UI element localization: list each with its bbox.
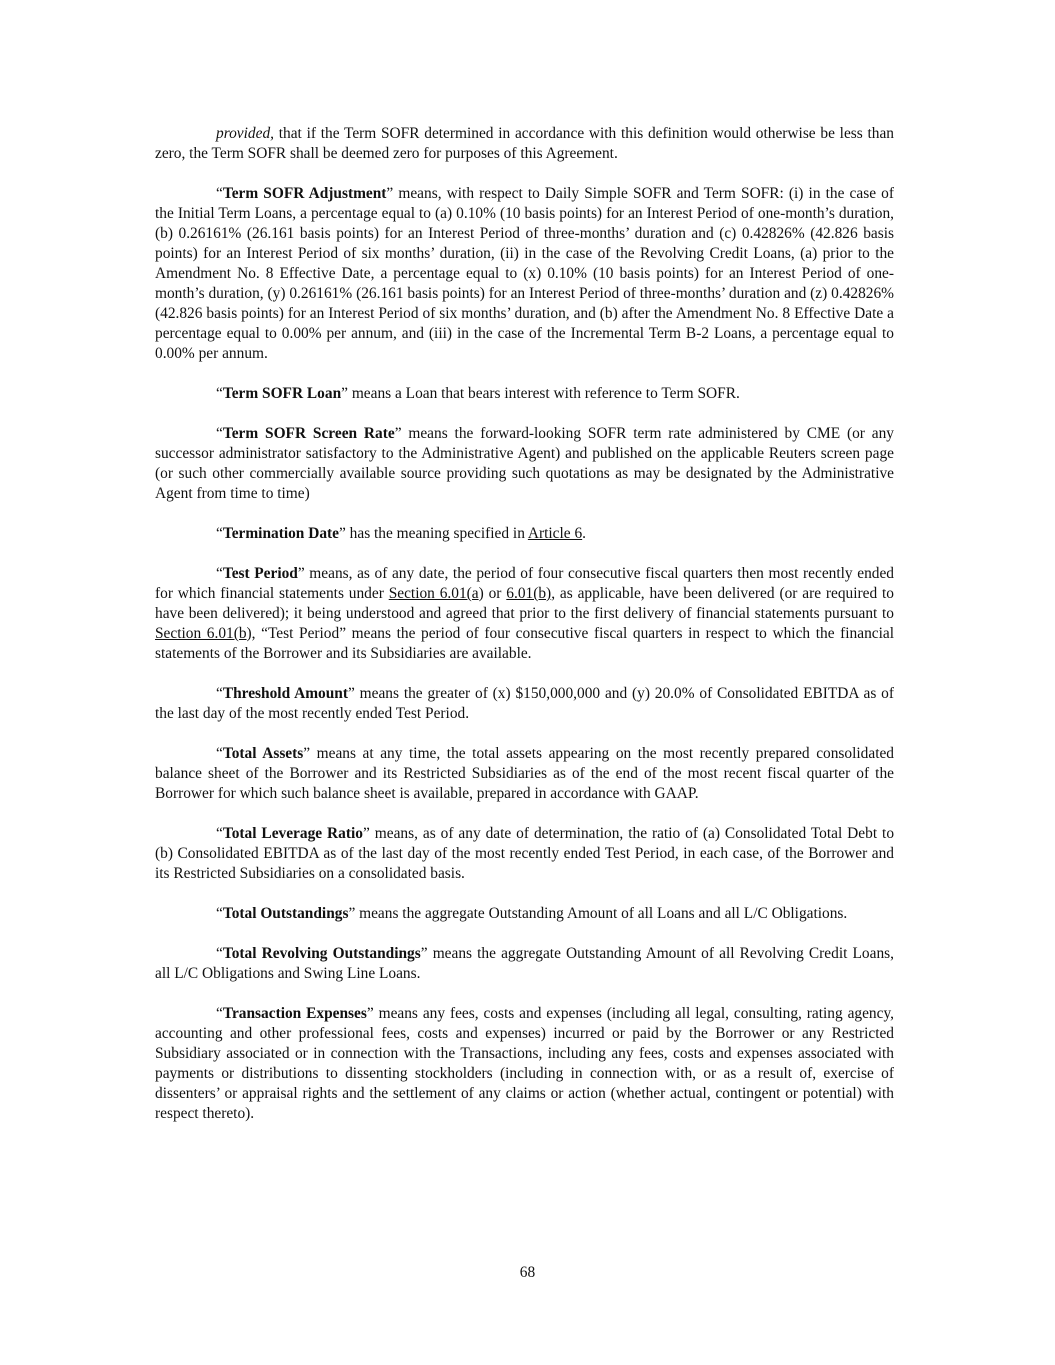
text-run: ” means a Loan that bears interest with reference to Term SOFR. (341, 385, 740, 402)
page-number: 68 (519, 1264, 536, 1281)
text-run: that if the Term SOFR determined in accordance with this definition would otherwise be less than zero, the Term SOFR shall be deemed zero for purposes of this Agreement. (155, 125, 894, 162)
text-run: “ (216, 685, 223, 702)
text-run: “ (216, 185, 223, 202)
text-run: ” means the aggregate Outstanding Amount of all Revolving Credit Loans, all L/C Obligations and Swing Line Loans. (155, 945, 894, 982)
cross-reference-link: Article 6 (527, 525, 583, 542)
definition-test-period (155, 564, 894, 664)
cross-reference-link: Section 6.01(b (155, 625, 247, 642)
definition-total-revolving-outstandings (155, 944, 894, 984)
definition-total-leverage-ratio (155, 824, 894, 884)
definition-transaction-expenses (155, 1004, 894, 1124)
text-run: “ (216, 525, 223, 542)
defined-term: Total Outstandings (222, 905, 349, 922)
text-run: ” means at any time, the total assets appearing on the most recently prepared consolidated balance sheet of the Borrower and its Restricted Subsidiaries as of the end of the most recent fiscal quarter of the Borrower for which such balance sheet is available, prepared in accordance with GAAP. (155, 745, 894, 802)
defined-term: Term SOFR Screen Rate (222, 425, 395, 442)
text-run: “ (216, 905, 223, 922)
definition-total-outstandings (155, 904, 894, 924)
text-run: “ (216, 945, 223, 962)
text-run: ” has the meaning specified in (338, 525, 528, 542)
text-run: ” means the forward-looking SOFR term rate administered by CME (or any successor administrator satisfactory to the Administrative Agent) and published on the applicable Reuters screen page (or such other commercially available source providing such quotations as may be designated by the Administrative Agent from time to time) (155, 425, 895, 502)
defined-term: Total Leverage Ratio (222, 825, 363, 842)
text-run: . (582, 525, 587, 542)
cross-reference-link: Section 6.01(a (388, 585, 479, 602)
text-run: ), “Test Period” means the period of four consecutive fiscal quarters in respect to which the financial statements of the Borrower and its Subsidiaries are available. (155, 625, 894, 662)
text-run: ” means, as of any date of determination, the ratio of (a) Consolidated Total Debt to (b) Consolidated EBITDA as of the last day of the most recently ended Test Period, in each case, of the Borrower and its Restricted Subsidiaries on a consolidated basis. (155, 825, 895, 882)
cross-reference-link: 6.01(b) (506, 585, 552, 602)
defined-term: Term SOFR Adjustment (222, 185, 387, 202)
text-run: ) or (478, 585, 507, 602)
text-run: “ (216, 825, 223, 842)
text-run: “ (216, 745, 223, 762)
defined-term: Test Period (222, 565, 298, 582)
text-run: “ (216, 565, 223, 582)
text-run: ” means the greater of (x) $150,000,000 and (y) 20.0% of Consolidated EBITDA as of the last day of the most recently ended Test Period. (155, 685, 894, 722)
defined-term: Term SOFR Loan (222, 385, 342, 402)
defined-term: Total Revolving Outstandings (222, 945, 421, 962)
text-run: ” means any fees, costs and expenses (including all legal, consulting, rating agency, accounting and other professional fees, costs and expenses) incurred or paid by the Borrower or any Restricted Subsidiary associated or in connection with the Transactions, including any fees, costs and expenses associated with payments or distributions to dissenting stockholders (including in connection with, or as a result of, exercise of dissenters’ or appraisal rights and the settlement of any claims or action (whether actual, contingent or potential) with respect thereto). (155, 1005, 894, 1122)
definition-total-assets (155, 744, 894, 804)
definition-term-sofr-loan (155, 384, 894, 404)
definition-termination-date (155, 524, 894, 544)
paragraph-provided (155, 124, 894, 164)
defined-term: Threshold Amount (222, 685, 348, 702)
defined-term: Total Assets (222, 745, 304, 762)
defined-term: Transaction Expenses (222, 1005, 367, 1022)
text-run: “ (216, 385, 223, 402)
definition-term-sofr-adjustment (155, 184, 894, 364)
definition-term-sofr-screen-rate (155, 424, 894, 504)
italic-text: provided, (216, 125, 274, 142)
text-run: ” means the aggregate Outstanding Amount of all Loans and all L/C Obligations. (348, 905, 848, 922)
defined-term: Termination Date (222, 525, 339, 542)
text-run: “ (216, 1005, 223, 1022)
text-run: , as applicable, have been delivered (or are required to have been delivered); it being understood and agreed that prior to the first delivery of financial statements pursuant to (155, 585, 894, 622)
text-run: ” means, as of any date, the period of four consecutive fiscal quarters then most recently ended for which financial statements under (155, 565, 894, 602)
definition-threshold-amount (155, 684, 894, 724)
text-run: ” means, with respect to Daily Simple SOFR and Term SOFR: (i) in the case of the Initial Term Loans, a percentage equal to (a) 0.10% (10 basis points) for an Interest Period of one-month’s duration, (b) 0.26161% (26.161 basis points) for an Interest Period of three-months’ duration and (c) 0.42826% (42.826 basis points) for an Interest Period of six months’ duration, (ii) in the case of the Revolving Credit Loans, (a) prior to the Amendment No. 8 Effective Date, a percentage equal to (x) 0.10% (10 basis points) for an Interest Period of one-month’s duration, (y) 0.26161% (26.161 basis points) for an Interest Period of three-months’ duration and (z) 0.42826% (42.826 basis points) for an Interest Period of six months’ duration, and (b) after the Amendment No. 8 Effective Date a percentage equal to 0.00% per annum, and (iii) in the case of the Incremental Term B-2 Loans, a percentage equal to 0.00% per annum. (155, 185, 894, 362)
text-run: “ (216, 425, 223, 442)
document-page (155, 124, 894, 1144)
